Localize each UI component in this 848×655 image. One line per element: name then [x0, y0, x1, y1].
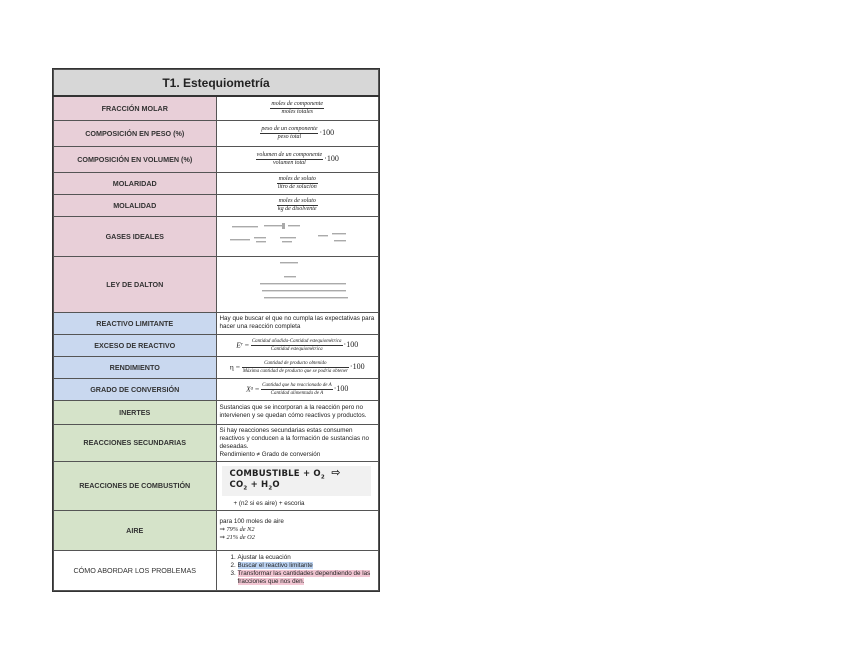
formula-cell — [216, 172, 379, 194]
fraction: $\frac{\text{Cantidad de producto obtenido}}{\text{Máxima cantidad de producto que se podría obtener}}$ — [242, 360, 348, 374]
row-label: MOLALIDAD — [54, 194, 217, 216]
row-label: INERTES — [54, 400, 217, 424]
text-cell: para 100 moles de aire ⇒ 79% de N2 ⇒ 21% de O2 — [216, 510, 379, 550]
list-item: 3. Transformar las cantidades dependiendo de las fracciones que nos den. — [238, 570, 376, 586]
table-row — [54, 510, 379, 550]
table-row — [54, 378, 379, 400]
table-row — [54, 146, 379, 172]
text-cell: Si hay reacciones secundarias estas consumen reactivos y conducen a la formación de sustancias no deseadas. Rendimiento ≠ Grado de conversión — [216, 424, 379, 461]
row-label: GASES IDEALES — [54, 216, 217, 256]
summary-sheet — [52, 68, 380, 592]
table-row — [54, 216, 379, 256]
text-cell: Hay que buscar el que no cumpla las expectativas para hacer una reacción completa — [216, 312, 379, 334]
formula-cell — [216, 96, 379, 120]
row-label: GRADO DE CONVERSIÓN — [54, 378, 217, 400]
table-row — [54, 461, 379, 510]
row-label: AIRE — [54, 510, 217, 550]
row-label: RENDIMIENTO — [54, 356, 217, 378]
formula-image-cell — [216, 256, 379, 312]
formula-image-cell — [216, 216, 379, 256]
formula-cell: η = $\frac{\text{Cantidad de producto obtenido}}{\text{Máxima cantidad de producto que se podría obtener}}$ ·100 — [216, 356, 379, 378]
list-item: 2. Buscar el reactivo limitante — [238, 562, 376, 570]
text-cell: Sustancias que se incorporan a la reacción pero no intervienen y se quedan cómo reactivos y productos. — [216, 400, 379, 424]
table-row — [54, 172, 379, 194]
table-row — [54, 120, 379, 146]
fraction: $\frac{\text{moles de soluto}}{\text{kg de disolvente}}$ — [277, 197, 317, 212]
dalton-law-image — [220, 259, 380, 307]
fraction: $\frac{\text{moles de soluto}}{\text{litro de solución}}$ — [277, 175, 317, 190]
gas-law-formulas-image — [220, 220, 380, 250]
table-row — [54, 400, 379, 424]
steps-cell — [216, 550, 379, 590]
table-row — [54, 356, 379, 378]
fraction: $\frac{\text{moles de componente}}{\text{moles totales}}$ — [271, 100, 324, 115]
fraction: $\frac{\text{Cantidad que ha reaccionado de A}}{\text{Cantidad alimentada de A}}$ — [262, 382, 332, 396]
row-label: FRACCIÓN MOLAR — [54, 96, 217, 120]
fraction: $\frac{\text{peso de un componente}}{\text{peso total}}$ — [261, 125, 318, 140]
formula-cell — [216, 194, 379, 216]
formula-cell: Xa = $\frac{\text{Cantidad que ha reaccionado de A}}{\text{Cantidad alimentada de A}}$ ·100 — [216, 378, 379, 400]
table-row — [54, 334, 379, 356]
row-label: EXCESO DE REACTIVO — [54, 334, 217, 356]
table-row — [54, 256, 379, 312]
steps-list — [220, 554, 376, 586]
row-label: REACCIONES SECUNDARIAS — [54, 424, 217, 461]
sheet-title: T1. Estequiometría — [54, 70, 379, 97]
table-row — [54, 312, 379, 334]
summary-table — [53, 69, 379, 591]
table-row — [54, 550, 379, 590]
row-label: REACCIONES DE COMBUSTIÓN — [54, 461, 217, 510]
table-row — [54, 194, 379, 216]
list-item: 1. Ajustar la ecuación — [238, 554, 376, 562]
fraction: $\frac{\text{Cantidad añadida-Cantidad estequiométrica}}{\text{Cantidad estequiométrica}}$ — [251, 338, 342, 352]
formula-cell: Er = $\frac{\text{Cantidad añadida-Cantidad estequiométrica}}{\text{Cantidad estequiométrica}}$ ·100 — [216, 334, 379, 356]
formula-cell: $\frac{\text{peso de un componente}}{\text{peso total}}$ ·100 — [216, 120, 379, 146]
row-label: COMPOSICIÓN EN PESO (%) — [54, 120, 217, 146]
row-label: LEY DE DALTON — [54, 256, 217, 312]
row-label: COMPOSICIÓN EN VOLUMEN (%) — [54, 146, 217, 172]
combustion-cell: COMBUSTIBLE + $O_2$ ⇨ $CO_2 + H_2O$ + (n2 si es aire) + escoria — [216, 461, 379, 510]
combustion-equation: COMBUSTIBLE + $O_2$ ⇨ $CO_2 + H_2O$ — [222, 466, 372, 496]
row-label: REACTIVO LIMITANTE — [54, 312, 217, 334]
table-row — [54, 96, 379, 120]
formula-cell: $\frac{\text{volumen de un componente}}{\text{volumen total}}$ ·100 — [216, 146, 379, 172]
table-row — [54, 424, 379, 461]
row-label: MOLARIDAD — [54, 172, 217, 194]
row-label: CÓMO ABORDAR LOS PROBLEMAS — [54, 550, 217, 590]
fraction: $\frac{\text{volumen de un componente}}{\text{volumen total}}$ — [256, 151, 323, 166]
